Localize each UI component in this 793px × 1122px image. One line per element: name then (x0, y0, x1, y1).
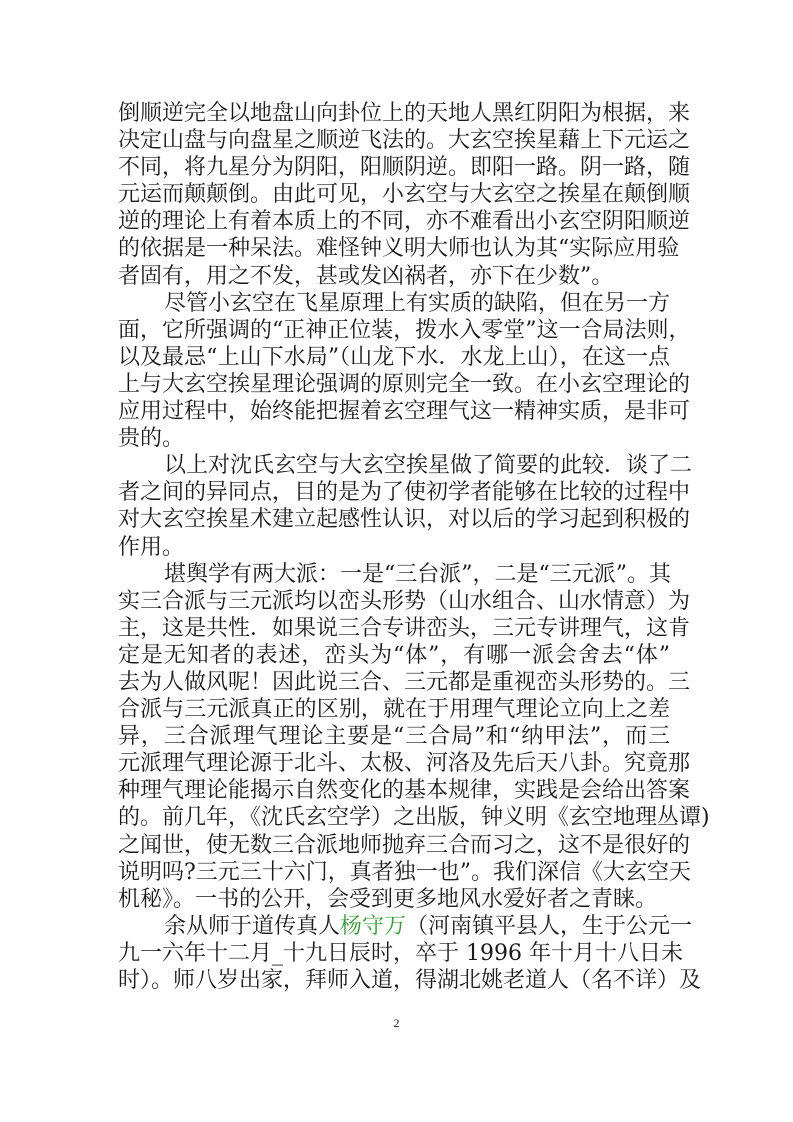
text-segment: 的依据是一种呆法。难怪钟义明大师也认为其“实际应用验 (118, 236, 680, 262)
text-segment: 元派理气理论源于北斗、太极、河洛及先后天八卦。究竟那 (118, 751, 691, 777)
text-line (118, 588, 691, 615)
text-line (118, 561, 670, 588)
text-line (118, 615, 691, 642)
text-line (118, 479, 691, 506)
text-segment: 决定山盘与向盘星之顺逆飞法的。大玄空挨星藉上下元运之 (118, 128, 691, 154)
text-line (118, 534, 670, 561)
paragraph (118, 100, 691, 290)
text-segment: 以及最忌“上山下水局”（山龙下水．水龙上山），在这一点 (118, 344, 670, 370)
text-segment: 之闻世，使无数三合派地师抛弃三合而习之，这不是很好的 (118, 832, 691, 858)
text-line (118, 967, 702, 994)
text-segment: 尽管小玄空在飞星原理上有实质的缺陷，但在另一方 (164, 290, 671, 316)
text-segment: 面，它所强调的“正神正位装，拨水入零堂”这一合局法则， (118, 317, 691, 343)
paragraph (118, 561, 710, 913)
text-segment: 堪舆学有两大派：一是“三台派”，二是“三元派”。其 (164, 561, 671, 587)
text-segment: 对大玄空挨星术建立起感性认识，对以后的学习起到积极的 (118, 507, 691, 533)
text-segment: 上与大玄空挨星理论强调的原则完全一致。在小玄空理论的 (118, 371, 691, 397)
text-segment: 实三合派与三元派均以峦头形势（山水组合、山水情意）为 (118, 588, 691, 614)
paragraph (118, 913, 702, 994)
text-segment: 元运而颠颠倒。由此可见，小玄空与大玄空之挨星在颠倒顺 (118, 182, 691, 208)
text-line (118, 669, 691, 696)
text-line (118, 100, 691, 127)
text-segment: 应用过程中，始终能把握着玄空理气这一精神实质，是非可 (118, 399, 691, 425)
text-segment: 时）。师八岁出家，拜师入道，得湖北姚老道人（名不详）及 (118, 968, 702, 993)
text-segment: 说明吗?三元三十六门，真者独一也”。我们深信《大玄空天 (118, 859, 692, 885)
highlighted-name: 杨守万 (340, 913, 407, 939)
text-segment: 去为人做风呢！因此说三合、三元都是重视峦头形势的。三 (118, 669, 691, 695)
text-segment: 逆的理论上有着本质上的不同，亦不难看出小玄空阴阳顺逆 (118, 209, 691, 235)
text-segment: 合派与三元派真正的区别，就在于用理气理论立向上之差 (118, 697, 670, 723)
text-line (118, 127, 691, 154)
text-line (118, 913, 693, 940)
text-line (118, 181, 691, 208)
text-segment: 余从师于道传真人 (164, 913, 341, 939)
text-line (118, 290, 670, 317)
text-line (118, 859, 692, 886)
text-line (118, 371, 691, 398)
text-line (118, 344, 670, 371)
text-segment: 定是无知者的表述，峦头为“体”，有哪一派会舍去“体” (118, 642, 670, 668)
text-segment: 者之间的异同点，目的是为了使初学者能够在比较的过程中 (118, 480, 691, 506)
text-line (118, 317, 691, 344)
text-segment: 作用。 (118, 534, 185, 560)
text-segment: 九一六年十二月_十九日辰时，卒于 1996 年十月十八日未 (118, 940, 683, 966)
text-line (118, 940, 683, 967)
text-line (118, 696, 670, 723)
paragraph (118, 452, 693, 560)
text-segment: 倒顺逆完全以地盘山向卦位上的天地人黑红阴阳为根据，来 (118, 101, 691, 126)
text-segment: 主，这是共性．如果说三合专讲峦头，三元专讲理气，这肯 (118, 615, 691, 641)
text-segment: 的。前几年，《沈氏玄空学）之出版，钟义明《玄空地理丛谭) (118, 805, 710, 831)
text-line (118, 832, 691, 859)
text-line (118, 208, 691, 235)
text-segment: 以上对沈氏玄空与大玄空挨星做了简要的此较．谈了二 (164, 453, 693, 479)
text-line (118, 750, 691, 777)
text-segment: 机秘》。一书的公开，会受到更多地风水爱好者之青睐。 (118, 886, 658, 912)
text-segment: （河南镇平县人，生于公元一 (406, 913, 693, 939)
text-segment: 异，三合派理气理论主要是“三合局”和“纳甲法”，而三 (118, 724, 670, 750)
text-segment: 种理气理论能揭示自然变化的基本规律，实践是会给出答案 (118, 778, 691, 804)
text-line (118, 506, 691, 533)
text-line (118, 452, 693, 479)
text-line (118, 804, 710, 831)
text-line (118, 263, 670, 290)
text-line (118, 425, 670, 452)
paragraph (118, 290, 691, 453)
document-body (118, 100, 710, 994)
text-line (118, 723, 670, 750)
text-segment: 贵的。 (118, 426, 185, 452)
text-line (118, 886, 670, 913)
text-segment: 者固有，用之不发，甚或发凶祸者，亦下在少数”。 (118, 263, 614, 289)
text-line (118, 154, 691, 181)
text-segment: 不同，将九星分为阴阳，阳顺阴逆。即阳一路。阴一路，随 (118, 155, 691, 181)
text-line (118, 235, 680, 262)
text-line (118, 642, 670, 669)
page-number: 2 (393, 1016, 400, 1030)
text-line (118, 398, 691, 425)
text-line (118, 777, 691, 804)
